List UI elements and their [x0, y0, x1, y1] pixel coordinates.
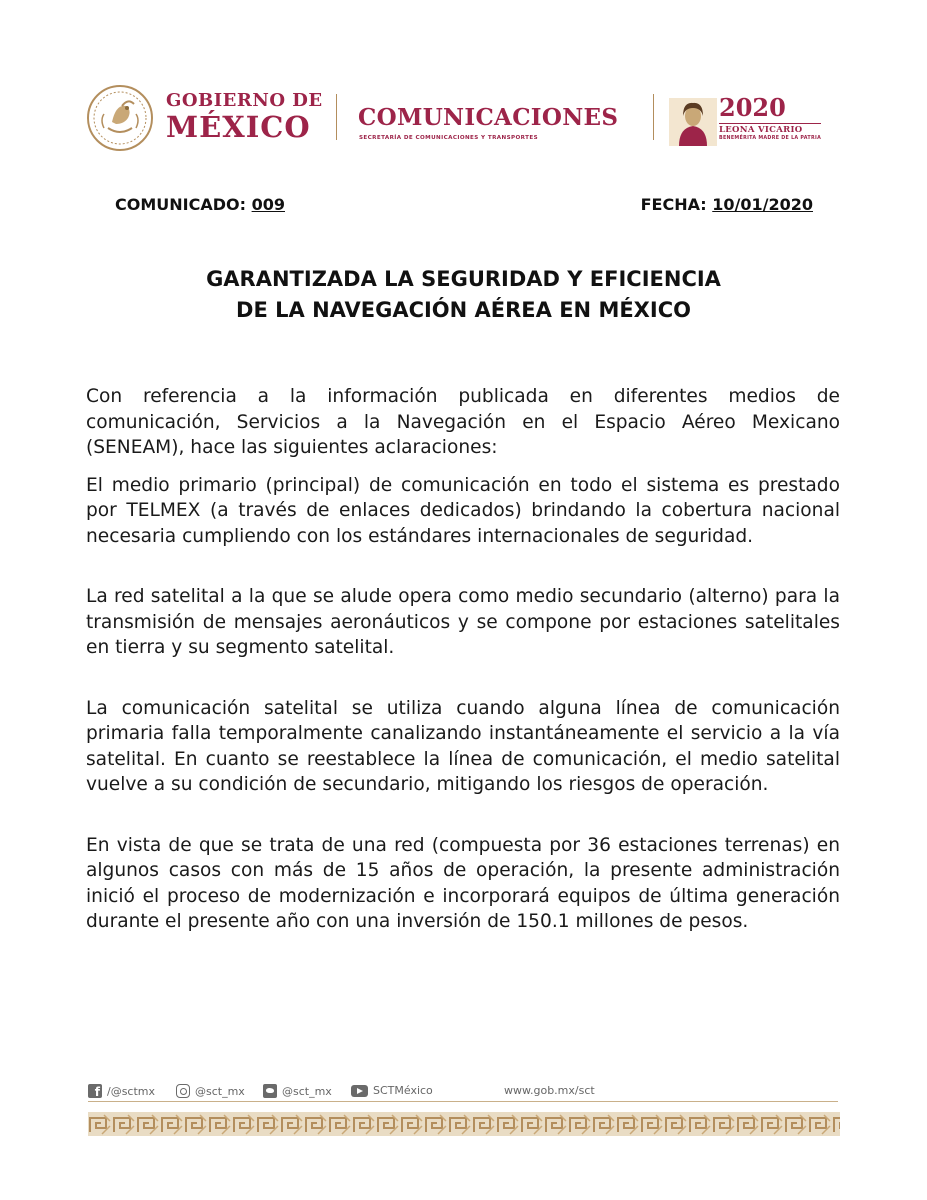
twitter-handle: @sct_mx — [282, 1084, 332, 1098]
footer-divider — [88, 1101, 838, 1102]
year-tagline: BENEMÉRITA MADRE DE LA PATRIA — [719, 136, 822, 141]
twitter-icon — [263, 1084, 277, 1098]
comunicado-value: 009 — [251, 195, 285, 214]
decorative-pattern-band — [88, 1112, 840, 1136]
header-divider — [336, 94, 337, 140]
twitter-link[interactable] — [263, 1084, 332, 1098]
press-release-title — [0, 264, 927, 326]
comunicaciones-subtitle: SECRETARÍA DE COMUNICACIONES Y TRANSPORTES — [359, 135, 538, 141]
leona-vicario-portrait-icon — [669, 98, 717, 146]
press-release-body — [86, 384, 840, 935]
youtube-link[interactable] — [351, 1084, 433, 1097]
gobierno-line2: MÉXICO — [166, 110, 311, 144]
gobierno-de-mexico-logo — [166, 92, 323, 142]
facebook-icon — [88, 1084, 102, 1098]
year-honoree-name: LEONA VICARIO — [719, 123, 821, 135]
title-line-2: DE LA NAVEGACIÓN AÉREA EN MÉXICO — [236, 298, 691, 322]
instagram-icon — [176, 1084, 190, 1098]
instagram-handle: @sct_mx — [195, 1084, 245, 1098]
facebook-link[interactable] — [88, 1084, 155, 1098]
national-seal-icon — [86, 84, 154, 152]
instagram-link[interactable] — [176, 1084, 245, 1098]
website-url: www.gob.mx/sct — [504, 1084, 595, 1097]
fecha-value: 10/01/2020 — [712, 195, 813, 214]
youtube-handle: SCTMéxico — [373, 1084, 433, 1097]
facebook-handle: /@sctmx — [107, 1084, 156, 1098]
body-paragraph: El medio primario (principal) de comunicación en todo el sistema es prestado por TELMEX (a través de enlaces dedicados) brindando la cobertura nacional necesaria cumpliendo con los estándares internacionales de seguridad. — [86, 474, 840, 547]
year-number: 2020 — [719, 93, 786, 122]
comunicado-number — [115, 195, 285, 214]
youtube-icon — [351, 1085, 368, 1097]
title-line-1: GARANTIZADA LA SEGURIDAD Y EFICIENCIA — [206, 267, 721, 291]
fecha-label: FECHA: — [640, 195, 707, 214]
comunicaciones-title: COMUNICACIONES — [358, 104, 619, 131]
comunicado-label: COMUNICADO: — [115, 195, 247, 214]
leona-vicario-year-logo — [719, 93, 822, 141]
body-paragraph: Con referencia a la información publicada en diferentes medios de comunicación, Servicios a la Navegación en el Espacio Aéreo Mexicano (SENEAM), hace las siguientes aclaraciones: — [86, 386, 840, 458]
letterhead — [86, 82, 846, 154]
gobierno-line1: GOBIERNO DE — [166, 90, 323, 111]
comunicado-date — [641, 195, 813, 214]
body-paragraph: La comunicación satelital se utiliza cuando alguna línea de comunicación primaria falla temporalmente canalizando instantáneamente el servicio a la vía satelital. En cuanto se reestablece la línea de comunicación, el medio satelital vuelve a su condición de secundario, mitigando los riesgos de operación. — [86, 697, 840, 795]
header-divider — [653, 94, 654, 140]
website-link[interactable] — [504, 1084, 595, 1097]
body-paragraph: La red satelital a la que se alude opera como medio secundario (alterno) para la transmisión de mensajes aeronáuticos y se compone por estaciones satelitales en tierra y su segmento satelital. — [86, 586, 840, 658]
body-paragraph: En vista de que se trata de una red (compuesta por 36 estaciones terrenas) en algunos casos con más de 15 años de operación, la presente administración inició el proceso de modernización e incorporará equipos de última generación durante el presente año con una inversión de 150.1 millones de pesos. — [86, 834, 840, 932]
